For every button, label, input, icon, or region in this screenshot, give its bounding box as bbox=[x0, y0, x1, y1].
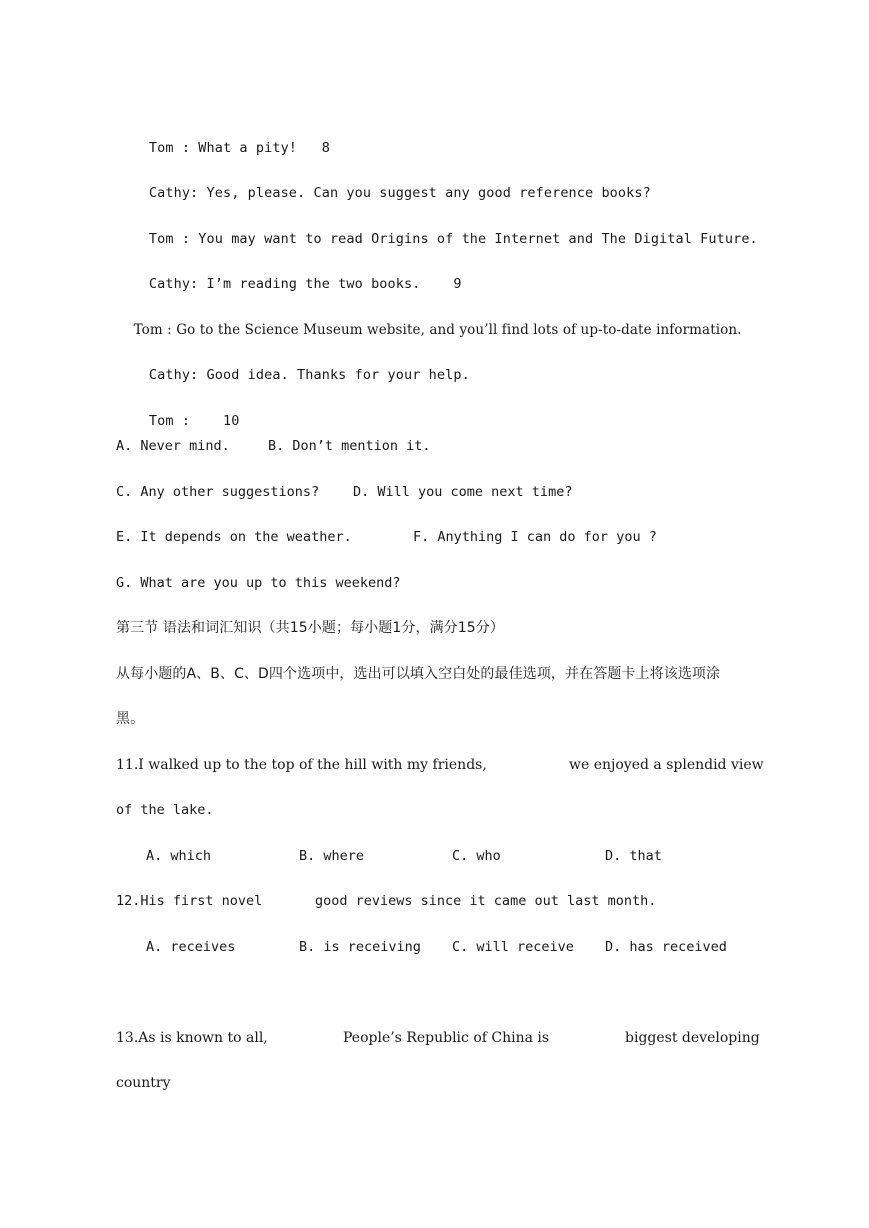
q11-stem-part2: we enjoyed a splendid view bbox=[569, 757, 764, 773]
q13-stem-part3: biggest developing bbox=[625, 1030, 760, 1046]
q11-stem-part1: 11.I walked up to the top of the hill with my friends, bbox=[116, 757, 487, 773]
q11-option-c: C. who bbox=[452, 848, 501, 864]
q11-option-b: B. where bbox=[299, 848, 365, 864]
blank-number: 8 bbox=[321, 140, 330, 156]
q12-option-c: C. will receive bbox=[452, 939, 574, 955]
dialogue-option-a: A. Never mind. bbox=[116, 438, 230, 454]
q12-option-d: D. has received bbox=[605, 939, 727, 955]
q11-option-a: A. which bbox=[146, 848, 212, 864]
speaker: Cathy: bbox=[148, 276, 199, 292]
dialogue-option-b: B. Don’t mention it. bbox=[268, 438, 431, 454]
section-instruction: 从每小题的A、B、C、D四个选项中，选出可以填入空白处的最佳选项，并在答题卡上将该选项涂 bbox=[116, 666, 721, 682]
q12-option-b: B. is receiving bbox=[299, 939, 421, 955]
q11-option-d: D. that bbox=[605, 848, 662, 864]
section-title: 第三节 语法和词汇知识（共15小题；每小题1分，满分15分） bbox=[116, 620, 504, 636]
blank-number: 10 bbox=[222, 413, 240, 429]
speaker: Tom : bbox=[148, 140, 191, 156]
dialogue-text: What a pity! bbox=[198, 140, 298, 156]
dialogue-option-g: G. What are you up to this weekend? bbox=[116, 575, 401, 591]
dialogue-option-c: C. Any other suggestions? bbox=[116, 484, 320, 500]
blank-number: 9 bbox=[453, 276, 462, 292]
dialogue-option-d: D. Will you come next time? bbox=[353, 484, 573, 500]
speaker: Tom : bbox=[148, 231, 191, 247]
speaker: Tom : bbox=[148, 413, 191, 429]
q13-stem-part1: 13.As is known to all, bbox=[116, 1030, 268, 1046]
q13-stem-part2: People’s Republic of China is bbox=[343, 1030, 550, 1046]
dialogue-option-f: F. Anything I can do for you ? bbox=[413, 529, 657, 545]
section-instruction-cont: 黑。 bbox=[116, 711, 145, 727]
dialogue-text: I’m reading the two books. bbox=[206, 276, 421, 292]
q13-stem-line2: country bbox=[116, 1075, 171, 1091]
speaker: Cathy: bbox=[148, 367, 199, 383]
q11-stem-line2: of the lake. bbox=[116, 802, 214, 818]
dialogue-text: Yes, please. Can you suggest any good reference books? bbox=[206, 185, 651, 201]
speaker: Tom : bbox=[133, 322, 172, 338]
q12-option-a: A. receives bbox=[146, 939, 236, 955]
dialogue-text: Good idea. Thanks for your help. bbox=[206, 367, 470, 383]
q12-stem-part1: 12.His first novel bbox=[116, 893, 263, 909]
speaker: Cathy: bbox=[148, 185, 199, 201]
dialogue-text: You may want to read Origins of the Internet and The Digital Future. bbox=[198, 231, 758, 247]
q12-stem-part2: good reviews since it came out last month. bbox=[315, 893, 657, 909]
dialogue-option-e: E. It depends on the weather. bbox=[116, 529, 352, 545]
dialogue-text: Go to the Science Museum website, and you’ll find lots of up-to-date information. bbox=[176, 322, 742, 338]
